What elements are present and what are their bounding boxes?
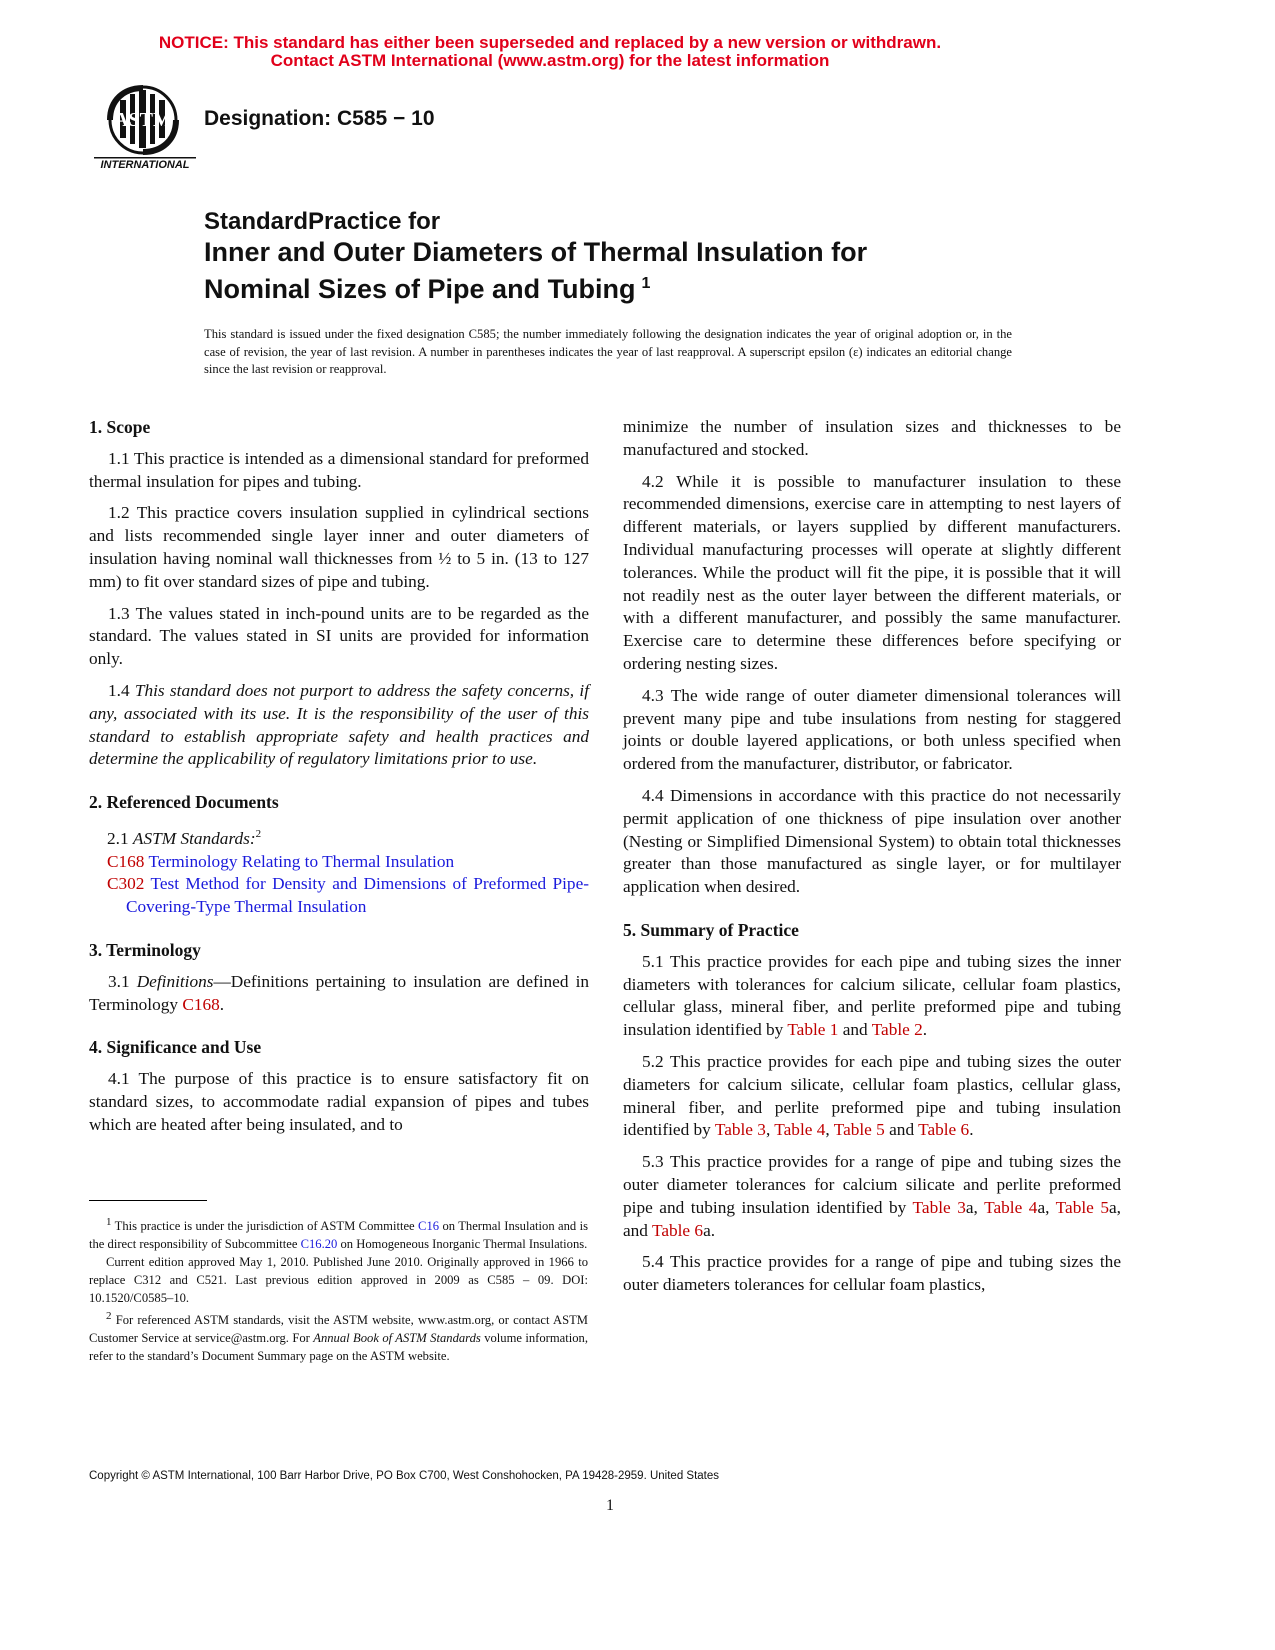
section-heading-significance: 4. Significance and Use — [89, 1037, 262, 1058]
table-5a-link[interactable]: Table 5 — [1055, 1197, 1109, 1217]
right-column — [623, 416, 1121, 1306]
footnote-2: $^2$ For referenced ASTM standards, visit the ASTM website, www.astm.org, or contact ASTM Customer Service at service@astm.org. For Annual Book of ASTM Standards volume information, refer to the standard’s Document Summary page on the ASTM website. — [89, 1310, 588, 1364]
subcommittee-link-c16-20[interactable]: C16.20 — [300, 1237, 338, 1252]
page-number: 1 — [606, 1497, 614, 1514]
paragraph-4-1-start: 4.1 The purpose of this practice is to ensure satisfactory fit on standard sizes, to accommodate radial expansion of pipes and tubes which are heated after being insulated, and to — [89, 1069, 589, 1134]
notice-line-2: Contact ASTM International (www.astm.org) for the latest information — [270, 51, 830, 70]
paragraph-2-1: 2.1 ASTM Standards:$^2$ — [107, 827, 262, 848]
table-5-link[interactable]: Table 5 — [833, 1120, 885, 1140]
footnote-rule — [89, 1200, 207, 1201]
left-column — [89, 416, 589, 1145]
reference-title-c302[interactable]: Test Method for Density and Dimensions of Preformed Pipe-Covering-Type Thermal Insulation — [126, 874, 589, 917]
footnote-1: $^1$ This practice is under the jurisdiction of ASTM Committee C16 on Thermal Insulation and is the direct responsibility of Subcommittee C16.20 on Homogeneous Inorganic Thermal Insulations. — [89, 1216, 588, 1252]
paragraph-5-2: 5.2 This practice provides for each pipe and tubing sizes the outer diameters for calcium silicate, cellular foam plastics, cellular glass, mineral fiber, and perlite preformed pipe and tubing insulation identified by Table 3, Table 4, Table 5 and Table 6. — [623, 1051, 1121, 1140]
paragraph-1-3: 1.3 The values stated in inch-pound units are to be regarded as the standard. The values stated in SI units are provided for information only. — [89, 603, 589, 669]
reference-c302[interactable] — [89, 873, 589, 919]
section-heading-referenced-documents: 2. Referenced Documents — [89, 792, 279, 813]
section-heading-scope: 1. Scope — [89, 417, 151, 437]
paragraph-4-4: 4.4 Dimensions in accordance with this practice do not necessarily permit application of one thickness of pipe insulation over another (Nesting or Simplified Dimensional System) to obtain total thicknesses greater than those manufactured as single layer, or for multilayer application when desired. — [623, 785, 1121, 897]
table-2-link[interactable]: Table 2 — [871, 1020, 923, 1040]
table-6-link[interactable]: Table 6 — [918, 1120, 970, 1140]
designation: Designation: C585 − 10 — [204, 107, 435, 130]
paragraph-4-1-continued: minimize the number of insulation sizes and thicknesses to be manufactured and stocked. — [623, 417, 1121, 459]
copyright-footer: Copyright © ASTM International, 100 Barr Harbor Drive, PO Box C700, West Conshohocken, PA 19428-2959. United States — [89, 1470, 720, 1482]
reference-code-c302[interactable]: C302 — [107, 874, 145, 894]
logo-subtext: INTERNATIONAL — [100, 159, 190, 170]
reference-code-c168[interactable]: C168 — [107, 851, 145, 871]
section-heading-summary: 5. Summary of Practice — [623, 919, 799, 940]
paragraph-5-4: 5.4 This practice provides for a range of pipe and tubing sizes the outer diameters tolerances for cellular foam plastics, — [623, 1252, 1121, 1295]
document-title — [204, 207, 1104, 305]
astm-logo — [94, 80, 196, 170]
committee-link-c16[interactable]: C16 — [418, 1219, 440, 1234]
title-footnote-mark: 1 — [641, 275, 651, 292]
paragraph-4-2: 4.2 While it is possible to manufacturer insulation to these recommended dimensions, exercise care in attempting to nest layers of different materials, or layers supplied by different manufacturers. Individual manufacturing processes will operate at slightly different tolerances. While the product will fit the pipe, it is possible that it will not readily nest as the outer layer between the different materials, or with a different manufacturer, and possibly the same manufacturer. Exercise care to determine these differences before specifying or ordering nesting sizes. — [623, 471, 1121, 673]
title-line-2: Inner and Outer Diameters of Thermal Insulation for — [204, 237, 868, 267]
table-4a-link[interactable]: Table 4 — [984, 1197, 1038, 1217]
title-line-1: StandardPractice for — [204, 208, 441, 235]
title-line-3: Nominal Sizes of Pipe and Tubing $^1$ — [204, 274, 651, 304]
paragraph-5-1: 5.1 This practice provides for each pipe and tubing sizes the inner diameters with tolerances for calcium silicate, cellular foam plastics, cellular glass, mineral fiber, and perlite preformed pipe and tubing insulation identified by Table 1 and Table 2. — [623, 951, 1121, 1040]
table-1-link[interactable]: Table 1 — [787, 1020, 839, 1040]
paragraph-1-4: 1.4 This standard does not purport to address the safety concerns, if any, associated with its use. It is the responsibility of the user of this standard to establish appropriate safety and health practices and determine the applicability of regulatory limitations prior to use. — [89, 680, 589, 769]
reference-title-c168[interactable]: Terminology Relating to Thermal Insulation — [144, 851, 455, 871]
footnote-1-edition: Current edition approved May 1, 2010. Published June 2010. Originally approved in 1966 to replace C312 and C521. Last previous edition approved in 2009 as C585 – 09. DOI: 10.1520/C0585–10. — [89, 1255, 588, 1306]
reference-c168[interactable] — [89, 851, 589, 874]
terminology-ref-c168[interactable]: C168 — [182, 994, 220, 1014]
superseded-notice — [0, 34, 1100, 70]
paragraph-4-3: 4.3 The wide range of outer diameter dimensional tolerances will prevent many pipe and tube insulations from nesting for staggered joints or double layered applications, or both unless specified when ordered from the manufacturer, distributor, or fabricator. — [623, 685, 1121, 774]
paragraph-3-1: 3.1 Definitions—Definitions pertaining to insulation are defined in Terminology C168. — [89, 971, 590, 1014]
logo-letters: ASTM — [114, 109, 172, 131]
table-3-link[interactable]: Table 3 — [714, 1120, 766, 1140]
issued-note: This standard is issued under the fixed designation C585; the number immediately following the designation indicates the year of original adoption or, in the case of revision, the year of last revision. A number in parentheses indicates the year of last reapproval. A superscript epsilon (ε) indicates an editorial change since the last revision or reapproval. — [204, 327, 1012, 376]
notice-line-1: NOTICE: This standard has either been superseded and replaced by a new version or withdrawn. — [158, 33, 942, 52]
table-3a-link[interactable]: Table 3 — [912, 1197, 966, 1217]
section-heading-terminology: 3. Terminology — [89, 939, 201, 960]
paragraph-1-2: 1.2 This practice covers insulation supplied in cylindrical sections and lists recommended single layer inner and outer diameters of insulation having nominal wall thicknesses from ½ to 5 in. (13 to 127 mm) to fit over standard sizes of pipe and tubing. — [89, 503, 589, 591]
footnotes — [89, 1213, 588, 1365]
paragraph-1-1: 1.1 This practice is intended as a dimensional standard for preformed thermal insulation for pipes and tubing. — [89, 448, 589, 491]
paragraph-5-3: 5.3 This practice provides for a range of pipe and tubing sizes the outer diameter tolerances for calcium silicate and perlite preformed pipe and tubing insulation identified by Table 3a, Table 4a, Table 5a, and Table 6a. — [623, 1152, 1121, 1240]
table-4-link[interactable]: Table 4 — [774, 1120, 826, 1140]
table-6a-link[interactable]: Table 6 — [651, 1220, 704, 1240]
